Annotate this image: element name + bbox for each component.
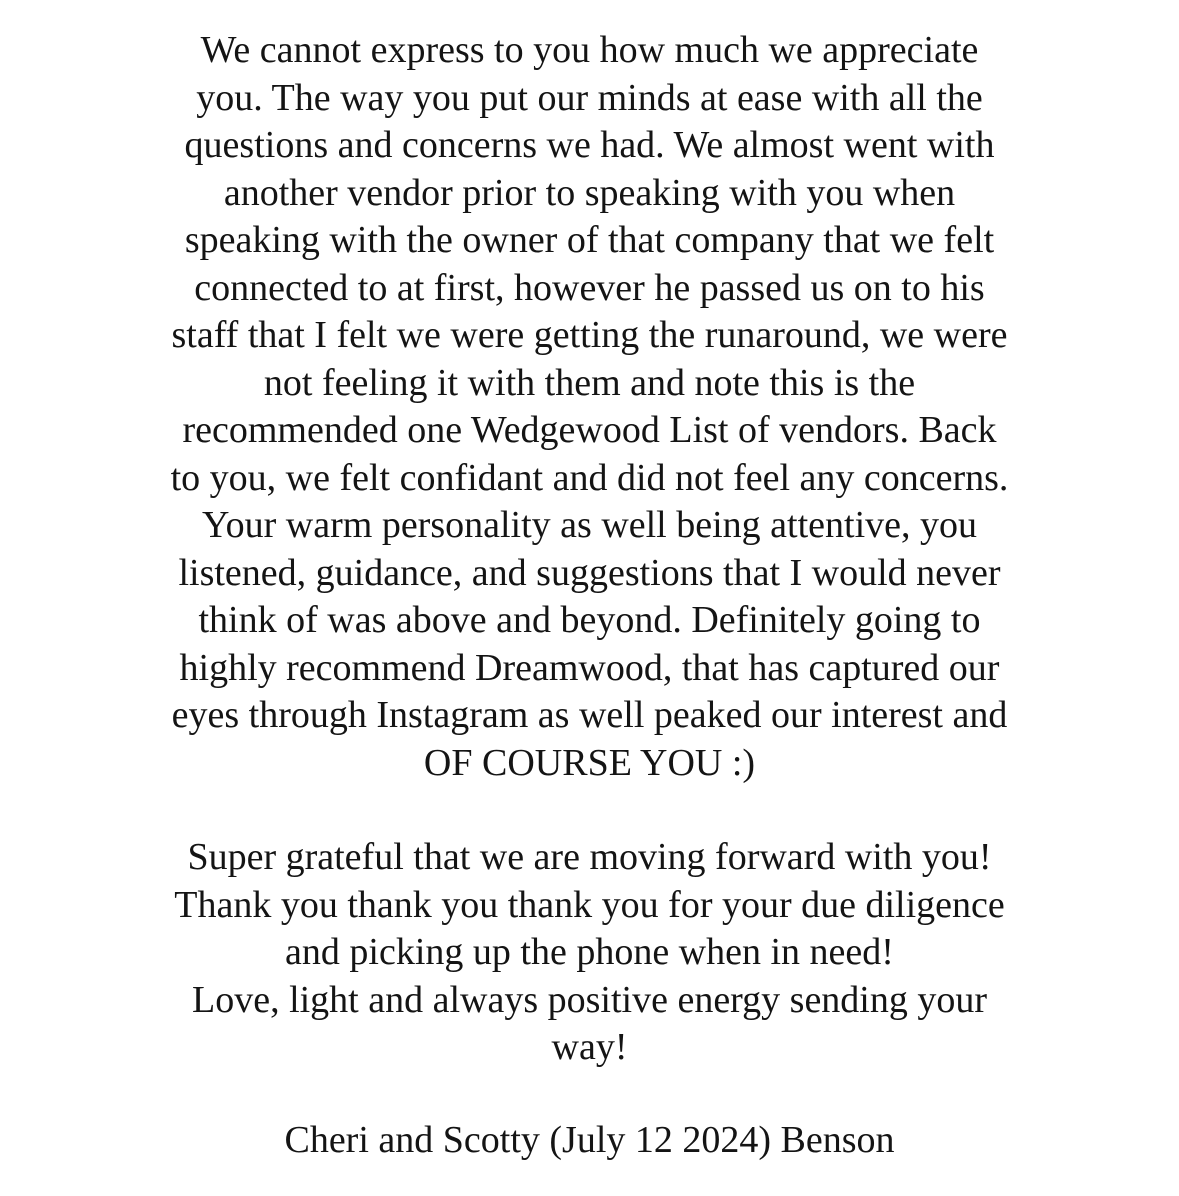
text-line: Super grateful that we are moving forward with you! bbox=[187, 836, 992, 878]
text-line: We cannot express to you how much we appreciate bbox=[200, 29, 979, 71]
note-paragraph-main bbox=[0, 27, 1179, 787]
text-line: you. The way you put our minds at ease with all the bbox=[196, 76, 983, 119]
text-line: to you, we felt confidant and did not feel any concerns. bbox=[170, 456, 1009, 499]
text-line: recommended one Wedgewood List of vendors. Back bbox=[182, 409, 997, 451]
text-line: think of was above and beyond. Definitely going to bbox=[198, 599, 981, 641]
text-line: OF COURSE YOU :) bbox=[423, 741, 756, 784]
text-line: eyes through Instagram as well peaked our interest and bbox=[171, 694, 1008, 736]
text-line: staff that I felt we were getting the runaround, we were bbox=[171, 314, 1008, 356]
text-line: listened, guidance, and suggestions that I would never bbox=[178, 551, 1001, 594]
text-line: Thank you thank you thank you for your due diligence bbox=[174, 883, 1005, 926]
signature-text: Cheri and Scotty (July 12 2024) Benson bbox=[284, 1119, 895, 1161]
text-line: Love, light and always positive energy sending your bbox=[191, 978, 988, 1021]
text-line: not feeling it with them and note this is the bbox=[263, 361, 916, 404]
text-line: questions and concerns we had. We almost went with bbox=[184, 124, 995, 166]
text-line: another vendor prior to speaking with you when bbox=[223, 171, 956, 214]
note-signature bbox=[0, 1117, 1179, 1165]
note-paragraph-thanks bbox=[0, 834, 1179, 1072]
text-line: and picking up the phone when in need! bbox=[285, 931, 894, 973]
text-line: highly recommend Dreamwood, that has captured our bbox=[179, 646, 1000, 689]
text-line: connected to at first, however he passed us on to his bbox=[194, 266, 985, 309]
text-line: way! bbox=[551, 1026, 628, 1068]
text-line: speaking with the owner of that company that we felt bbox=[184, 219, 995, 261]
text-line: Your warm personality as well being attentive, you bbox=[202, 504, 977, 546]
